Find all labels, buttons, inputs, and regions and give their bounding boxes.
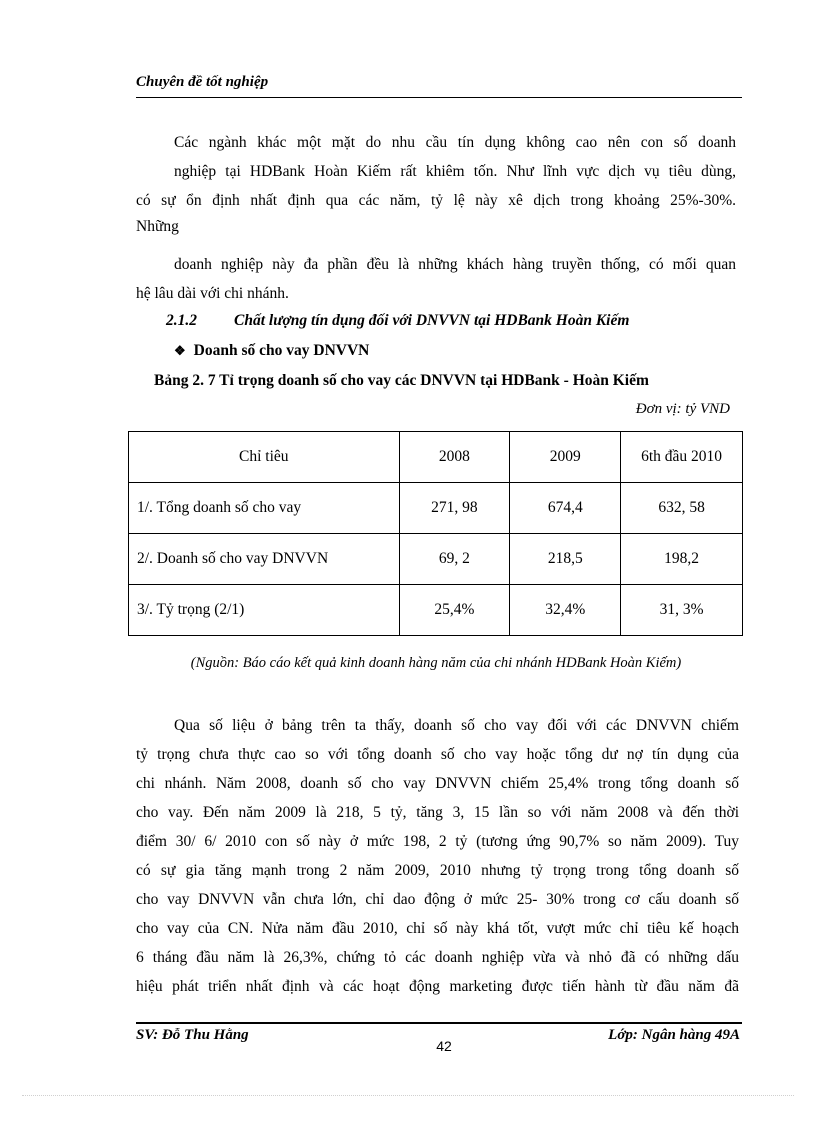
paragraph-other-sectors bbox=[136, 128, 736, 239]
table-row bbox=[129, 585, 743, 636]
table-cell: 31, 3% bbox=[621, 585, 743, 636]
paragraph-line: chi nhánh. Năm 2008, doanh số cho vay DNVVN chiếm 25,4% trong tổng doanh số bbox=[136, 775, 739, 792]
table-cell-label: 2/. Doanh số cho vay DNVVN bbox=[129, 534, 400, 585]
paragraph-line: 6 tháng đầu năm là 26,3%, chứng tỏ các doanh nghiệp vừa và nhỏ đã có những dấu bbox=[136, 949, 739, 966]
paragraph-line: có sự gia tăng mạnh trong 2 năm 2009, 2010 nhưng tỷ trọng trong tổng doanh số bbox=[136, 862, 739, 879]
paragraph-line: doanh nghiệp này đa phần đều là những khách hàng truyền thống, có mối quan bbox=[174, 256, 736, 273]
bullet-heading-text: Doanh số cho vay DNVVN bbox=[193, 342, 370, 359]
table-source-note: (Nguồn: Báo cáo kết quả kinh doanh hàng năm của chi nhánh HDBank Hoàn Kiếm) bbox=[190, 655, 682, 671]
table-header-cell: 6th đầu 2010 bbox=[621, 432, 743, 483]
footer-student-name: SV: Đỗ Thu Hằng bbox=[136, 1027, 249, 1043]
table-header-cell: 2008 bbox=[399, 432, 510, 483]
paragraph-line: cho vay DNVVN vẫn chưa lớn, chỉ dao động ở mức 25- 30% trong cơ cấu doanh số bbox=[136, 891, 739, 908]
paragraph-line: Những bbox=[136, 218, 179, 235]
paragraph-analysis bbox=[136, 711, 739, 1001]
table-cell: 632, 58 bbox=[621, 483, 743, 534]
paragraph-line: hiệu phát triển nhất định và các hoạt động marketing được tiến hành từ đầu năm đã bbox=[136, 978, 739, 995]
paragraph-line: Các ngành khác một mặt do nhu cầu tín dụng không cao nên con số doanh bbox=[174, 134, 736, 151]
paragraph-line: có sự ổn định nhất định qua các năm, tỷ lệ này xê dịch trong khoảng 25%-30%. bbox=[136, 192, 736, 209]
paragraph-line: nghiệp tại HDBank Hoàn Kiếm rất khiêm tốn. Như lĩnh vực dịch vụ tiêu dùng, bbox=[174, 163, 736, 180]
paragraph-line: cho vay của CN. Nửa năm đầu 2010, chỉ số này khá tốt, vượt mức chỉ tiêu kế hoạch bbox=[136, 920, 739, 937]
header-divider bbox=[136, 97, 742, 98]
table-row bbox=[129, 534, 743, 585]
page-number: 42 bbox=[436, 1038, 452, 1054]
page-edge-divider bbox=[22, 1095, 794, 1096]
table-cell: 271, 98 bbox=[399, 483, 510, 534]
paragraph-line: hệ lâu dài với chi nhánh. bbox=[136, 285, 289, 302]
table-caption: Bảng 2. 7 Tỉ trọng doanh số cho vay các DNVVN tại HDBank - Hoàn Kiếm bbox=[154, 372, 649, 389]
diamond-bullet-icon: ❖ bbox=[174, 343, 186, 358]
section-number: 2.1.2 bbox=[166, 312, 197, 329]
table-cell: 198,2 bbox=[621, 534, 743, 585]
footer-class-name: Lớp: Ngân hàng 49A bbox=[608, 1027, 740, 1043]
table-row bbox=[129, 483, 743, 534]
paragraph-line: tỷ trọng chưa thực cao so với tổng doanh số cho vay hoặc tổng dư nợ tín dụng của bbox=[136, 746, 739, 763]
table-header-cell: Chỉ tiêu bbox=[129, 432, 400, 483]
table-cell: 69, 2 bbox=[399, 534, 510, 585]
table-unit-note: Đơn vị: tỷ VND bbox=[635, 401, 730, 417]
table-cell: 674,4 bbox=[510, 483, 621, 534]
table-header-row bbox=[129, 432, 743, 483]
table-cell: 25,4% bbox=[399, 585, 510, 636]
table-cell: 218,5 bbox=[510, 534, 621, 585]
table-header-cell: 2009 bbox=[510, 432, 621, 483]
table-cell: 32,4% bbox=[510, 585, 621, 636]
bullet-heading bbox=[174, 342, 369, 360]
table-cell-label: 3/. Tỷ trọng (2/1) bbox=[129, 585, 400, 636]
table-cell-label: 1/. Tổng doanh số cho vay bbox=[129, 483, 400, 534]
document-header-title: Chuyên đề tốt nghiệp bbox=[136, 74, 269, 90]
loan-share-table bbox=[128, 431, 743, 636]
footer-divider bbox=[136, 1022, 742, 1024]
section-heading bbox=[166, 312, 629, 330]
section-title: Chất lượng tín dụng đối với DNVVN tại HDBank Hoàn Kiếm bbox=[234, 312, 630, 329]
paragraph-line: cho vay. Đến năm 2009 là 218, 5 tỷ, tăng 3, 15 lần so với năm 2008 và đến thời bbox=[136, 804, 739, 821]
paragraph-line: điểm 30/ 6/ 2010 con số này ở mức 198, 2 tỷ (tương ứng 90,7% so năm 2009). Tuy bbox=[136, 833, 739, 850]
paragraph-traditional-customers bbox=[136, 250, 736, 308]
paragraph-line: Qua số liệu ở bảng trên ta thấy, doanh số cho vay đối với các DNVVN chiếm bbox=[174, 717, 739, 734]
